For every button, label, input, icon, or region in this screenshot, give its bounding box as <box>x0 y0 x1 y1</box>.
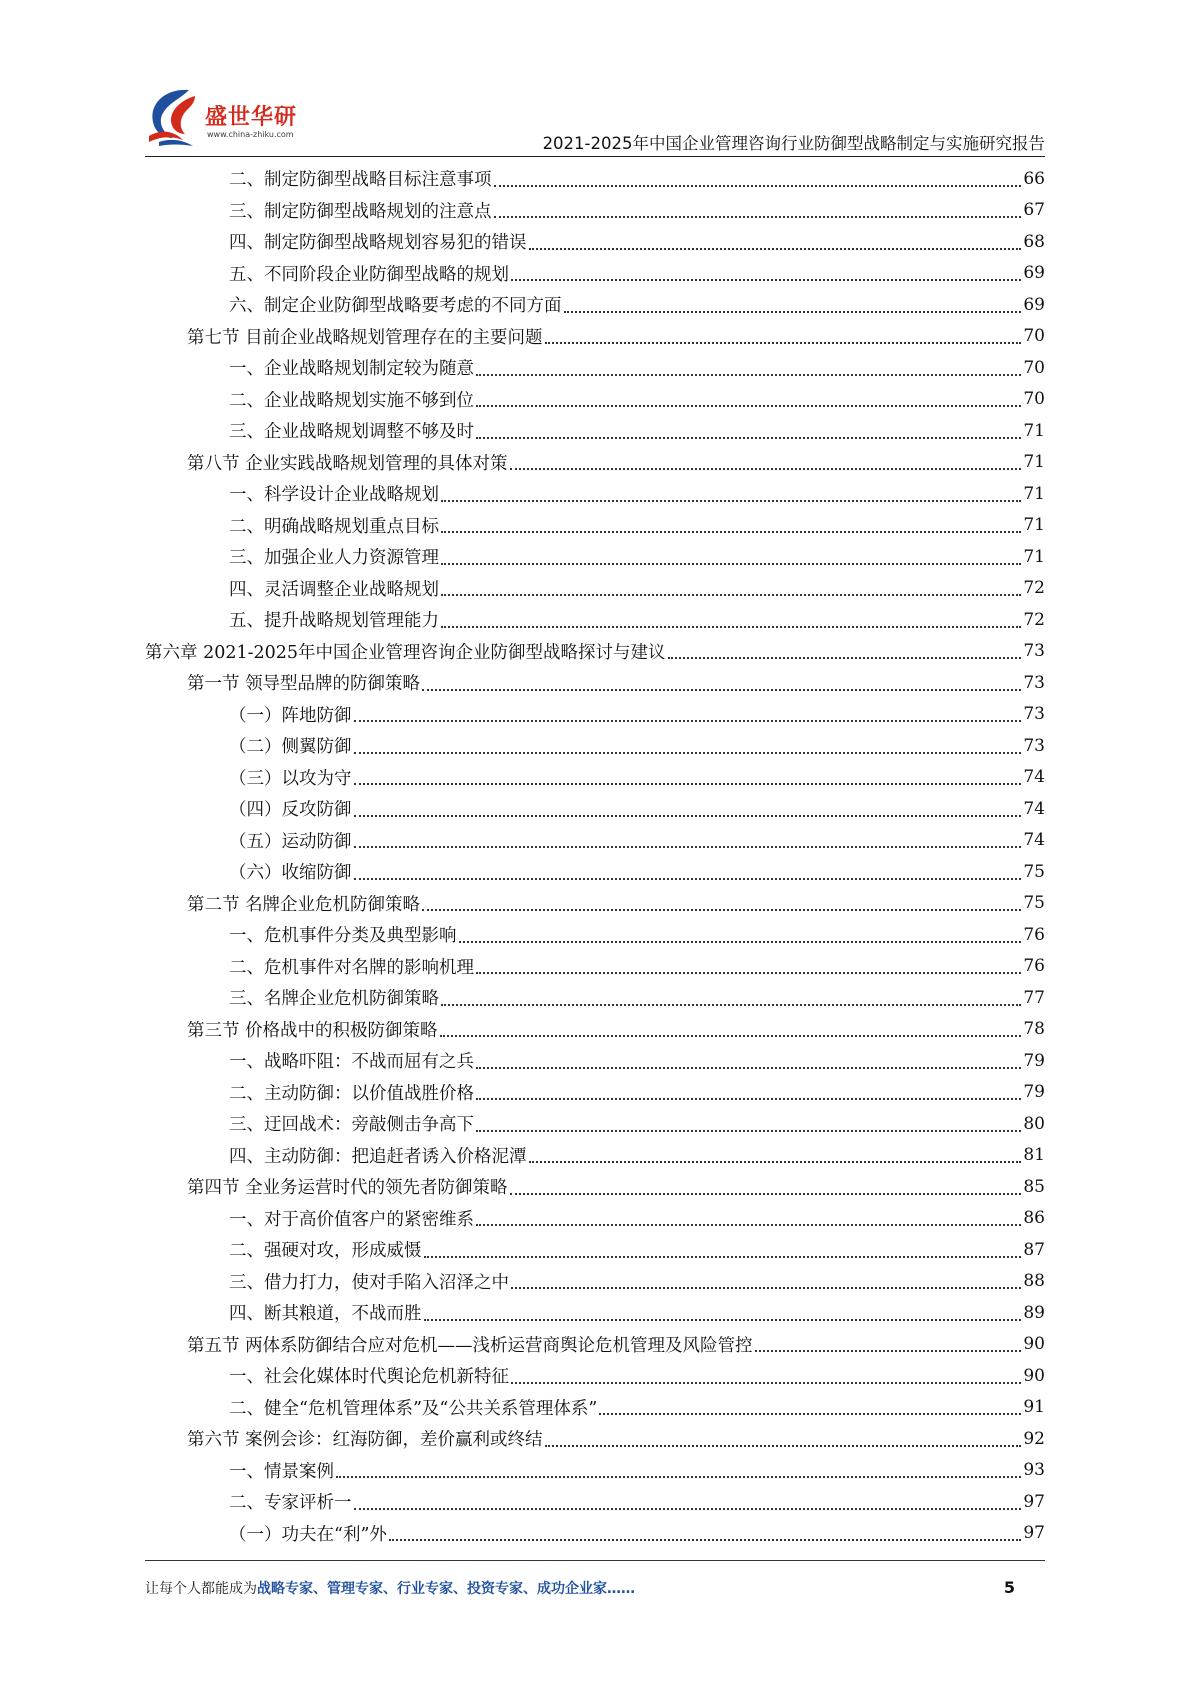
toc-dot-leader <box>476 1066 1021 1069</box>
toc-entry-title: 第六章 2021-2025年中国企业管理咨询企业防御型战略探讨与建议 <box>145 642 666 663</box>
toc-entry-title: （二）侧翼防御 <box>229 737 352 758</box>
toc-entry-title: 一、社会化媒体时代舆论危机新特征 <box>229 1367 509 1388</box>
logo-url: www.china-zhiku.com <box>207 130 294 139</box>
toc-entry-title: 一、对于高价值客户的紧密维系 <box>229 1209 474 1230</box>
toc-entry[interactable] <box>145 573 1045 605</box>
toc-entry-page: 80 <box>1023 1113 1045 1134</box>
page-header <box>145 78 1045 158</box>
toc-entry-title: （五）运动防御 <box>229 831 352 852</box>
toc-entry[interactable] <box>145 321 1045 353</box>
toc-entry-title: 第七节 目前企业战略规划管理存在的主要问题 <box>187 327 543 348</box>
toc-dot-leader <box>510 467 1022 470</box>
toc-entry[interactable] <box>145 888 1045 920</box>
toc-entry-page: 73 <box>1023 735 1045 756</box>
toc-entry[interactable] <box>145 1108 1045 1140</box>
toc-entry[interactable] <box>145 699 1045 731</box>
toc-entry[interactable] <box>145 856 1045 888</box>
toc-dot-leader <box>336 1475 1021 1478</box>
toc-entry[interactable] <box>145 163 1045 195</box>
toc-entry-page: 75 <box>1023 893 1045 914</box>
toc-dot-leader <box>354 719 1022 722</box>
toc-dot-leader <box>511 1381 1021 1384</box>
footer-slogan-highlight: 战略专家、管理专家、行业专家、投资专家、成功企业家…… <box>257 1581 635 1597</box>
toc-entry[interactable] <box>145 636 1045 668</box>
toc-dot-leader <box>354 814 1022 817</box>
toc-entry[interactable] <box>145 415 1045 447</box>
toc-dot-leader <box>424 1255 1022 1258</box>
toc-entry-page: 71 <box>1023 546 1045 567</box>
toc-entry-title: 六、制定企业防御型战略要考虑的不同方面 <box>229 296 562 317</box>
toc-entry-page: 70 <box>1023 389 1045 410</box>
toc-dot-leader <box>441 625 1021 628</box>
table-of-contents <box>145 163 1045 1549</box>
toc-dot-leader <box>755 1349 1022 1352</box>
toc-dot-leader <box>494 184 1022 187</box>
toc-entry-page: 87 <box>1023 1239 1045 1260</box>
toc-entry[interactable] <box>145 478 1045 510</box>
toc-dot-leader <box>354 845 1022 848</box>
toc-entry[interactable] <box>145 352 1045 384</box>
toc-dot-leader <box>354 1507 1022 1510</box>
toc-entry-page: 71 <box>1023 420 1045 441</box>
toc-entry[interactable] <box>145 1140 1045 1172</box>
toc-entry-title: 第六节 案例会诊：红海防御，差价赢利或终结 <box>187 1430 543 1451</box>
toc-entry[interactable] <box>145 447 1045 479</box>
toc-entry[interactable] <box>145 226 1045 258</box>
toc-entry-page: 73 <box>1023 672 1045 693</box>
toc-dot-leader <box>354 782 1022 785</box>
toc-entry-title: 二、强硬对攻，形成威慑 <box>229 1241 422 1262</box>
toc-entry[interactable] <box>145 919 1045 951</box>
toc-entry[interactable] <box>145 793 1045 825</box>
toc-entry-page: 97 <box>1023 1523 1045 1544</box>
toc-entry-title: 二、专家评析一 <box>229 1493 352 1514</box>
toc-entry[interactable] <box>145 1203 1045 1235</box>
toc-entry[interactable] <box>145 1518 1045 1550</box>
toc-entry[interactable] <box>145 762 1045 794</box>
toc-entry[interactable] <box>145 730 1045 762</box>
toc-entry-page: 74 <box>1023 798 1045 819</box>
toc-entry-title: 四、灵活调整企业战略规划 <box>229 579 439 600</box>
toc-entry-page: 74 <box>1023 767 1045 788</box>
toc-entry-title: 二、健全“危机管理体系”及“公共关系管理体系” <box>229 1398 598 1419</box>
toc-entry-page: 88 <box>1023 1271 1045 1292</box>
toc-entry-title: 五、提升战略规划管理能力 <box>229 611 439 632</box>
toc-entry-page: 68 <box>1023 231 1045 252</box>
toc-entry-title: 四、断其粮道，不战而胜 <box>229 1304 422 1325</box>
toc-entry[interactable] <box>145 510 1045 542</box>
toc-entry-page: 76 <box>1023 924 1045 945</box>
logo-name: 盛世华研 <box>205 105 298 130</box>
toc-entry-page: 89 <box>1023 1302 1045 1323</box>
toc-entry[interactable] <box>145 1486 1045 1518</box>
toc-entry[interactable] <box>145 258 1045 290</box>
toc-entry-page: 75 <box>1023 861 1045 882</box>
toc-entry[interactable] <box>145 604 1045 636</box>
toc-entry[interactable] <box>145 384 1045 416</box>
toc-entry-page: 79 <box>1023 1050 1045 1071</box>
toc-dot-leader <box>389 1538 1021 1541</box>
toc-entry[interactable] <box>145 1234 1045 1266</box>
toc-dot-leader <box>476 436 1021 439</box>
toc-entry-page: 73 <box>1023 704 1045 725</box>
toc-entry-title: （一）功夫在“利”外 <box>229 1524 387 1545</box>
footer-divider <box>145 1560 1045 1561</box>
toc-entry[interactable] <box>145 541 1045 573</box>
toc-dot-leader <box>440 1034 1022 1037</box>
toc-dot-leader <box>668 656 1022 659</box>
toc-entry[interactable] <box>145 1392 1045 1424</box>
toc-entry-page: 71 <box>1023 515 1045 536</box>
toc-entry-title: 四、制定防御型战略规划容易犯的错误 <box>229 233 527 254</box>
header-divider <box>145 156 1045 157</box>
toc-dot-leader <box>441 1003 1021 1006</box>
toc-entry-title: 一、科学设计企业战略规划 <box>229 485 439 506</box>
toc-entry-title: 第五节 两体系防御结合应对危机——浅析运营商舆论危机管理及风险管控 <box>187 1335 753 1356</box>
toc-entry[interactable] <box>145 1423 1045 1455</box>
toc-entry-title: 三、名牌企业危机防御策略 <box>229 989 439 1010</box>
toc-dot-leader <box>422 908 1021 911</box>
toc-entry-page: 67 <box>1023 200 1045 221</box>
toc-dot-leader <box>510 1192 1022 1195</box>
report-title: 2021-2025年中国企业管理咨询行业防御型战略制定与实施研究报告 <box>542 134 1045 153</box>
toc-entry[interactable] <box>145 1297 1045 1329</box>
toc-entry[interactable] <box>145 1014 1045 1046</box>
toc-entry-page: 71 <box>1023 452 1045 473</box>
toc-entry-title: 二、企业战略规划实施不够到位 <box>229 390 474 411</box>
toc-entry[interactable] <box>145 289 1045 321</box>
toc-entry[interactable] <box>145 1171 1045 1203</box>
toc-entry-title: 三、制定防御型战略规划的注意点 <box>229 201 492 222</box>
toc-entry[interactable] <box>145 1045 1045 1077</box>
logo-swirl-icon <box>145 86 207 150</box>
toc-entry-title: 一、危机事件分类及典型影响 <box>229 926 457 947</box>
toc-entry-page: 72 <box>1023 609 1045 630</box>
footer-slogan-lead: 让每个人都能成为 <box>145 1581 257 1597</box>
toc-dot-leader <box>441 562 1021 565</box>
toc-entry-title: 第二节 名牌企业危机防御策略 <box>187 894 421 915</box>
toc-entry-page: 86 <box>1023 1208 1045 1229</box>
toc-entry-title: 三、加强企业人力资源管理 <box>229 548 439 569</box>
toc-entry-title: 二、危机事件对名牌的影响机理 <box>229 957 474 978</box>
toc-entry[interactable] <box>145 1329 1045 1361</box>
toc-entry-title: 五、不同阶段企业防御型战略的规划 <box>229 264 509 285</box>
toc-entry[interactable] <box>145 1360 1045 1392</box>
toc-entry-title: 第四节 全业务运营时代的领先者防御策略 <box>187 1178 508 1199</box>
toc-entry-title: 四、主动防御：把追赶者诱入价格泥潭 <box>229 1146 527 1167</box>
toc-dot-leader <box>494 215 1022 218</box>
toc-entry-title: 三、借力打力，使对手陷入沼泽之中 <box>229 1272 509 1293</box>
toc-entry-page: 71 <box>1023 483 1045 504</box>
toc-entry-page: 90 <box>1023 1334 1045 1355</box>
toc-entry-title: （四）反攻防御 <box>229 800 352 821</box>
toc-entry-page: 74 <box>1023 830 1045 851</box>
toc-dot-leader <box>476 1129 1021 1132</box>
toc-entry-title: 二、制定防御型战略目标注意事项 <box>229 170 492 191</box>
toc-entry-page: 91 <box>1023 1397 1045 1418</box>
toc-entry-page: 72 <box>1023 578 1045 599</box>
toc-entry-page: 81 <box>1023 1145 1045 1166</box>
toc-dot-leader <box>564 310 1022 313</box>
toc-entry[interactable] <box>145 1077 1045 1109</box>
toc-entry-title: 三、企业战略规划调整不够及时 <box>229 422 474 443</box>
toc-dot-leader <box>422 688 1021 691</box>
toc-entry-title: 三、迂回战术：旁敲侧击争高下 <box>229 1115 474 1136</box>
toc-entry-page: 69 <box>1023 294 1045 315</box>
toc-dot-leader <box>476 1223 1021 1226</box>
toc-entry-title: 一、战略吓阻：不战而屈有之兵 <box>229 1052 474 1073</box>
toc-dot-leader <box>441 499 1021 502</box>
toc-entry-page: 93 <box>1023 1460 1045 1481</box>
toc-entry-page: 85 <box>1023 1176 1045 1197</box>
toc-entry-page: 76 <box>1023 956 1045 977</box>
toc-dot-leader <box>459 940 1022 943</box>
toc-entry-page: 70 <box>1023 326 1045 347</box>
toc-entry[interactable] <box>145 195 1045 227</box>
toc-entry-title: （六）收缩防御 <box>229 863 352 884</box>
toc-dot-leader <box>599 1412 1021 1415</box>
toc-entry-page: 79 <box>1023 1082 1045 1103</box>
toc-entry[interactable] <box>145 667 1045 699</box>
toc-dot-leader <box>476 1097 1021 1100</box>
toc-dot-leader <box>511 1286 1021 1289</box>
toc-entry[interactable] <box>145 1455 1045 1487</box>
toc-dot-leader <box>424 1318 1022 1321</box>
company-logo <box>145 86 310 150</box>
toc-entry-page: 66 <box>1023 168 1045 189</box>
toc-entry-title: （三）以攻为守 <box>229 768 352 789</box>
toc-dot-leader <box>476 971 1021 974</box>
toc-entry-page: 69 <box>1023 263 1045 284</box>
toc-dot-leader <box>511 278 1021 281</box>
toc-entry-page: 78 <box>1023 1019 1045 1040</box>
toc-entry-page: 97 <box>1023 1491 1045 1512</box>
toc-entry-page: 92 <box>1023 1428 1045 1449</box>
page-number: 5 <box>1003 1578 1015 1597</box>
toc-entry-title: 一、情景案例 <box>229 1461 334 1482</box>
toc-entry-title: 第八节 企业实践战略规划管理的具体对策 <box>187 453 508 474</box>
toc-entry[interactable] <box>145 951 1045 983</box>
toc-entry[interactable] <box>145 1266 1045 1298</box>
toc-entry-page: 73 <box>1023 641 1045 662</box>
toc-entry[interactable] <box>145 982 1045 1014</box>
toc-dot-leader <box>529 247 1022 250</box>
toc-dot-leader <box>441 530 1021 533</box>
toc-dot-leader <box>476 373 1021 376</box>
toc-entry-page: 90 <box>1023 1365 1045 1386</box>
toc-entry-title: 二、明确战略规划重点目标 <box>229 516 439 537</box>
toc-entry-title: 第一节 领导型品牌的防御策略 <box>187 674 421 695</box>
toc-entry[interactable] <box>145 825 1045 857</box>
toc-dot-leader <box>354 751 1022 754</box>
toc-dot-leader <box>529 1160 1022 1163</box>
toc-entry-title: （一）阵地防御 <box>229 705 352 726</box>
page-footer <box>145 1578 1045 1602</box>
toc-entry-page: 70 <box>1023 357 1045 378</box>
toc-dot-leader <box>545 1444 1022 1447</box>
toc-entry-page: 77 <box>1023 987 1045 1008</box>
toc-entry-title: 二、主动防御：以价值战胜价格 <box>229 1083 474 1104</box>
toc-entry-title: 第三节 价格战中的积极防御策略 <box>187 1020 438 1041</box>
toc-dot-leader <box>441 593 1021 596</box>
toc-dot-leader <box>545 341 1022 344</box>
toc-dot-leader <box>354 877 1022 880</box>
toc-dot-leader <box>476 404 1021 407</box>
toc-entry-title: 一、企业战略规划制定较为随意 <box>229 359 474 380</box>
